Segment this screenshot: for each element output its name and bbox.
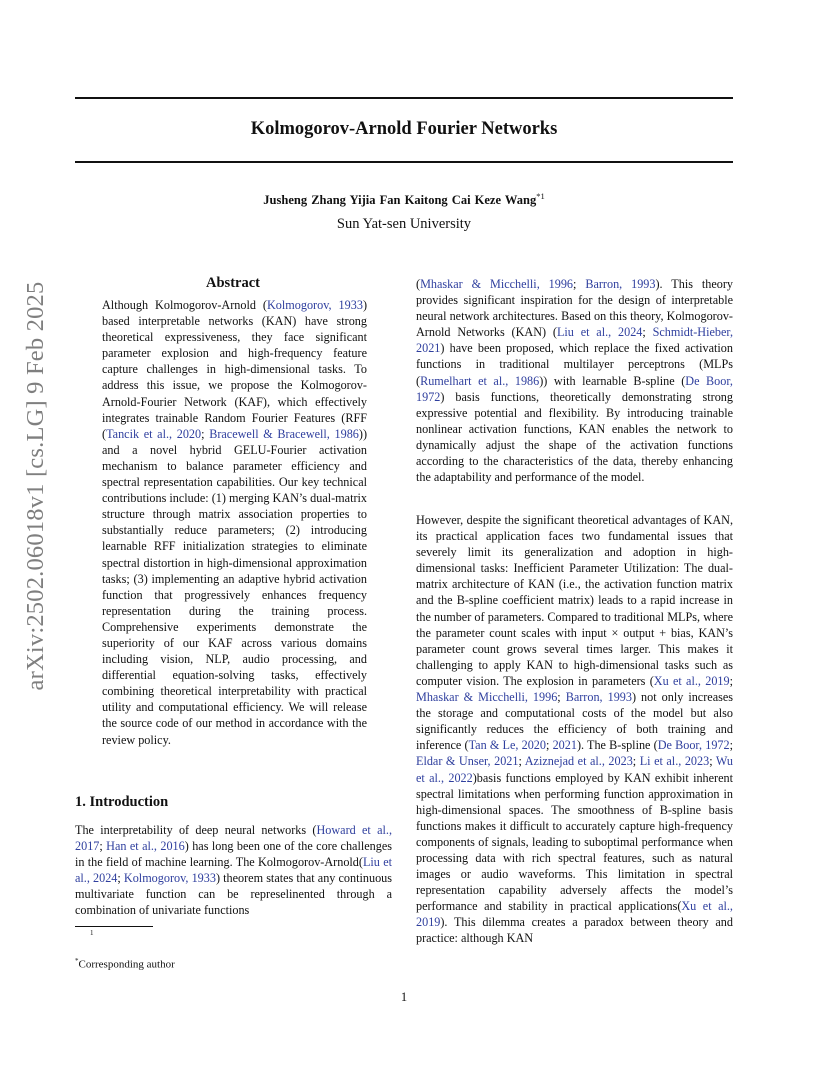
introduction-heading: 1. Introduction: [75, 794, 169, 810]
body-text: ) based interpretable networks (KAN) have strong theoretical expressiveness, they face significant parameter explosion and high-frequency feature capture challenges in high-dimensional tasks. To address this issue, we propose the Kolmogorov-Arnold-Fourier Network (KAF), which effectively integrates trainable Random Fourier Features (RFF (: [102, 298, 367, 441]
citation-link[interactable]: Wu et al., 2022: [416, 754, 734, 785]
body-text: ). The B-spline (: [576, 738, 658, 753]
title-rule-bottom: [75, 161, 733, 163]
abstract-heading: Abstract: [206, 275, 260, 291]
body-text: The interpretability of deep neural networks (: [75, 823, 317, 837]
body-text: However, despite the significant theoretical advantages of KAN, its practical application faces two fundamental issues that severely limit its generalization and adoption in high-dimensional tasks: Inefficient Parameter Utilization: The dual-matrix architecture of KAN (i.e., the activation function matrix and the B-spline coefficient matrix) leads to a rapid increase in the number of parameters. Compared to traditional MLPs, where the parameter count scales with input × output + bias, KAN’s parameter count grows several times larger. This makes it challenging to apply KAN to high-dimensional tasks such as computer vision. The explosion in parameters (: [416, 513, 733, 688]
right-column-paragraph-2: [416, 512, 733, 947]
paper-title: Kolmogorov-Arnold Fourier Networks: [250, 119, 558, 139]
page-number: 1: [400, 990, 408, 1004]
citation-link[interactable]: Rumelhart et al., 1986: [420, 373, 540, 388]
citation-link[interactable]: Eldar & Unser, 2021: [416, 754, 519, 769]
author-marker: *1: [536, 191, 545, 201]
citation-link[interactable]: De Boor, 1972: [416, 373, 733, 404]
body-text: ;: [573, 277, 586, 291]
introduction-paragraph: [75, 822, 392, 919]
citation-link[interactable]: Barron, 1993: [585, 277, 656, 291]
footnote-number: 1: [90, 929, 94, 937]
body-text: ) has long been one of the core challenges in the field of machine learning. The Kolmogorov-Arnold(: [75, 839, 392, 870]
title-rule-top: [75, 97, 733, 99]
body-text: ;: [632, 754, 640, 769]
body-text: ) theorem states that any continuous multivariate function can be represelinented through a combination of univariate functions: [75, 871, 392, 918]
citation-link[interactable]: Howard et al., 2017: [75, 823, 392, 854]
body-text: ;: [709, 754, 716, 769]
body-text: (: [416, 277, 421, 291]
citation-link[interactable]: Kolmogorov, 1933: [123, 871, 216, 886]
citation-link[interactable]: Tancik et al., 2020: [106, 426, 202, 441]
body-text: ;: [546, 738, 553, 753]
citation-link[interactable]: Li et al., 2023: [639, 754, 710, 769]
citation-link[interactable]: Liu et al., 2024: [75, 855, 392, 886]
citation-link[interactable]: De Boor, 1972: [657, 738, 730, 753]
citation-link[interactable]: Xu et al., 2019: [653, 673, 730, 688]
body-text: ) not only increases the storage and computational costs of the model but also significantly reduces the efficiency of both training and inference (: [416, 690, 733, 753]
citation-link[interactable]: Tan & Le, 2020: [468, 738, 546, 753]
citation-link[interactable]: 2021: [552, 738, 577, 753]
citation-link[interactable]: Bracewell & Bracewell, 1986: [209, 426, 359, 441]
body-text: )) and a novel hybrid GELU-Fourier activation mechanism to balance parameter efficiency and spectral representation capabilities. Our key technical contributions include: (1) merging KAN’s dual-matrix structure through matrix association properties to substantially reduce parameters; (2) introducing learnable RFF initialization strategies to eliminate spectral distortion in high-dimensional approximation tasks; (3) implementing an adaptive hybrid activation function that progressively enhances frequency representation during the training process. Comprehensive experiments demonstrate the superiority of our KAF across various domains including vision, NLP, audio processing, and differential equation-solving tasks, effectively combining theoretical interpretability with practical utility and computational efficiency. We will release the source code of our method in accordance with the review policy.: [102, 426, 368, 747]
body-text: ) have been proposed, which replace the fixed activation functions in traditional multilayer perceptrons (MLPs (: [416, 341, 733, 388]
body-text: ;: [729, 673, 733, 688]
right-column-paragraph-1: [416, 276, 733, 485]
body-text: ). This dilemma creates a paradox between theory and practice: although KAN: [416, 915, 733, 946]
body-text: ;: [117, 871, 124, 886]
author-names: Jusheng Zhang Yijia Fan Kaitong Cai Keze Wang: [263, 193, 537, 208]
body-text: ) basis functions, theoretically demonstrating strong expressive potential and flexibility. By introducing trainable nonlinear activation functions, KAN enables the network to dynamically adjust the shape of the activation functions according to the characteristics of the data, thereby enhancing the adaptability and performance of the model.: [416, 389, 733, 485]
footnote-marker: *: [75, 957, 79, 965]
body-text: )) with learnable B-spline (: [539, 373, 686, 388]
citation-link[interactable]: Kolmogorov, 1933: [267, 298, 363, 312]
body-text: ). This theory provides significant inspiration for the design of interpretable neural network architectures. Based on this theory, Kolmogorov-Arnold Networks (KAN) (: [416, 277, 733, 340]
footnote-rule: [75, 926, 153, 927]
body-text: )basis functions employed by KAN exhibit inherent spectral limitations when performing function approximation in high-dimensional spaces. The smoothness of B-spline basis functions makes it difficult to accurately capture high-frequency components of signals, leading to suboptimal performance when processing data with rich spectral features, such as natural images or audio waveforms. This limitation in spectral representation capability adversely affects the model’s performance and stability in practical applications(: [416, 770, 733, 914]
citation-link[interactable]: Liu et al., 2024: [556, 325, 643, 340]
author-list: [75, 191, 733, 208]
body-text: ;: [729, 738, 733, 753]
affiliation: Sun Yat-sen University: [336, 216, 472, 232]
citation-link[interactable]: Han et al., 2016: [106, 839, 185, 854]
abstract-body: [102, 297, 367, 748]
footnote-corresponding-author: [75, 957, 175, 971]
body-text: ;: [557, 690, 566, 705]
arxiv-identifier: arXiv:2502.06018v1 [cs.LG] 9 Feb 2025: [22, 281, 49, 691]
body-text: ;: [99, 839, 107, 854]
body-text: ;: [518, 754, 525, 769]
citation-link[interactable]: Xu et al., 2019: [416, 899, 733, 930]
citation-link[interactable]: Aziznejad et al., 2023: [524, 754, 633, 769]
footnote-text: Corresponding author: [78, 958, 175, 971]
citation-link[interactable]: Barron, 1993: [565, 690, 632, 705]
citation-link[interactable]: Mhaskar & Micchelli, 1996: [420, 277, 574, 291]
body-text: ;: [642, 325, 653, 340]
body-text: ;: [201, 426, 210, 441]
citation-link[interactable]: Schmidt-Hieber, 2021: [416, 325, 733, 356]
citation-link[interactable]: Mhaskar & Micchelli, 1996: [416, 690, 558, 705]
body-text: Although Kolmogorov-Arnold (: [102, 298, 267, 312]
